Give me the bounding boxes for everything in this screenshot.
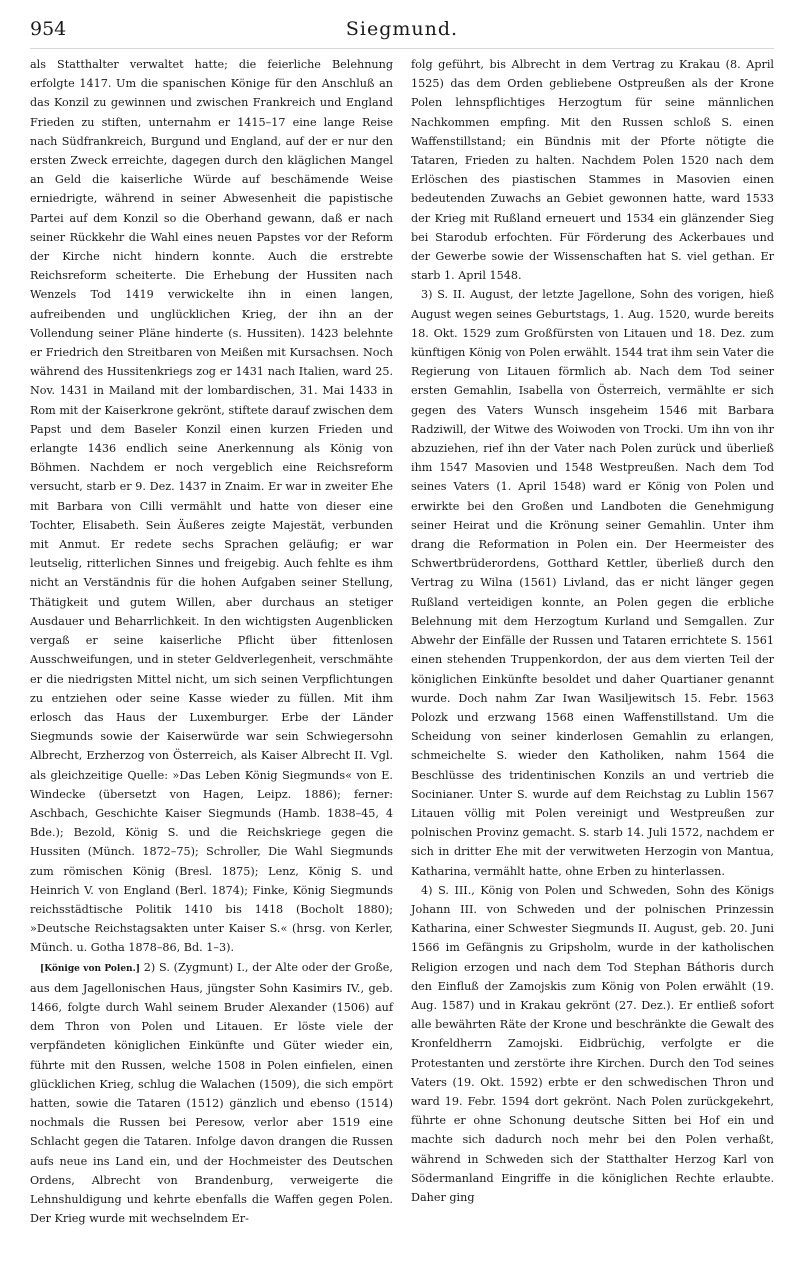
entry-siegmund-2 — [30, 958, 393, 1229]
sidenote-koenige-von-polen: [Könige von Polen.] — [40, 963, 140, 974]
entry-siegmund-1-continued: als Statthalter verwaltet hatte; die feierliche Belehnung erfolgte 1417. Um die spanischen Könige für den Anschluß an das Konzil zu gewinnen und zwischen Frankreich und England Frieden zu stiften, unternahm er 1415–17 eine lange Reise nach Südfrankreich, Burgund und England, auf der er nur den ersten Zweck erreichte, dagegen durch den kläglichen Mangel an Geld die kaiserliche Würde auf beschämende Weise erniedrigte, während in seiner Abwesenheit die papistische Partei auf dem Konzil so die Oberhand gewann, daß er nach seiner Rückkehr die Wahl eines neuen Papstes vor der Reform der Kirche nicht hindern konnte. Auch die erstrebte Reichsreform scheiterte. Die Erhebung der Hussiten nach Wenzels Tod 1419 verwickelte ihn in einen langen, aufreibenden und unglücklichen Krieg, der ihn an der Vollendung seiner Pläne hinderte (s. Hussiten). 1423 belehnte er Friedrich den Streitbaren von Meißen mit Kursachsen. Noch während des Hussitenkriegs zog er 1431 nach Italien, ward 25. Nov. 1431 in Mailand mit der lombardischen, 31. Mai 1433 in Rom mit der Kaiserkrone gekrönt, stiftete darauf zwischen dem Papst und dem Baseler Konzil einen kurzen Frieden und erlangte 1436 endlich seine Anerkennung als König von Böhmen. Nachdem er noch vergeblich eine Reichsreform versucht, starb er 9. Dez. 1437 in Znaim. Er war in zweiter Ehe mit Barbara von Cilli vermählt und hatte von dieser eine Tochter, Elisabeth. Sein Äußeres zeigte Majestät, verbunden mit Anmut. Er redete sechs Sprachen geläufig; er war leutselig, ritterlichen Sinnes und freigebig. Auch fehlte es ihm nicht an Verständnis für die hohen Aufgaben seiner Stellung, Thätigkeit und gutem Willen, aber durchaus an stetiger Ausdauer und Beharrlichkeit. In den wichtigsten Augenblicken vergaß er seine kaiserliche Pflicht über fittenlosen Ausschweifungen, und in steter Geldverlegenheit, verschmähte er die niedrigsten Mittel nicht, um sich seinen Verpflichtungen zu entziehen oder seine Kasse wieder zu füllen. Mit ihm erlosch das Haus der Luxemburger. Erbe der Länder Siegmunds sowie der Kaiserwürde war sein Schwiegersohn Albrecht, Erzherzog von Österreich, als Kaiser Albrecht II. Vgl. als gleichzeitige Quelle: »Das Leben König Siegmunds« von E. Windecke (übersetzt von Hagen, Leipz. 1886); ferner: Aschbach, Geschichte Kaiser Siegmunds (Hamb. 1838–45, 4 Bde.); Bezold, König S. und die Reichskriege gegen die Hussiten (Münch. 1872–75); Schroller, Die Wahl Siegmunds zum römischen König (Bresl. 1875); Lenz, König S. und Heinrich V. von England (Berl. 1874); Finke, König Siegmunds reichsstädtische Politik 1410 bis 1418 (Bocholt 1880); »Deutsche Reichstagsakten unter Kaiser S.« (hrsg. von Kerler, Münch. u. Gotha 1878–86, Bd. 1–3). — [30, 58, 393, 955]
left-column — [30, 55, 393, 1228]
entry-siegmund-2-text: 2) S. (Zygmunt) I., der Alte oder der Große, aus dem Jagellonischen Haus, jüngster Sohn Kasimirs IV., geb. 1466, folgte durch Wahl seinem Bruder Alexander (1506) auf dem Thron von Polen und Litauen. Er löste viele der verpfändeten königlichen Einkünfte und Güter wieder ein, führte mit den Russen, welche 1508 in Polen einfielen, einen glücklichen Krieg, schlug die Walachen (1509), die sich empört hatten, sowie die Tataren (1512) gänzlich und ebenso (1514) nochmals die Russen bei Peresow, verlor aber 1519 eine Schlacht gegen die Tataren. Infolge davon drangen die Russen aufs neue ins Land ein, und der Hochmeister des Deutschen Ordens, Albrecht von Brandenburg, verweigerte die Lehnshuldigung und kehrte ebenfalls die Waffen gegen Polen. Der Krieg wurde mit wechselndem Er- — [30, 960, 393, 1226]
entry-siegmund-2-continued: folg geführt, bis Albrecht in dem Vertrag zu Krakau (8. April 1525) das dem Orden gebliebene Ostpreußen als der Krone Polen lehnspflichtiges Herzogtum für seine männlichen Nachkommen empfing. Mit den Russen schloß S. einen Waffenstillstand; ein Bündnis mit der Pforte nötigte die Tataren, Frieden zu halten. Nachdem Polen 1520 nach dem Erlöschen des piastischen Stammes in Masovien einen bedeutenden Zuwachs an Gebiet gewonnen hatte, ward 1533 der Krieg mit Rußland erneuert und 1534 ein glänzender Sieg bei Starodub erfochten. Für Förderung des Ackerbaues und der Gewerbe sowie der Wissenschaften hat S. viel gethan. Er starb 1. April 1548. — [411, 58, 774, 283]
right-column — [411, 55, 774, 1228]
text-columns — [30, 55, 774, 1228]
entry-siegmund-3: 3) S. II. August, der letzte Jagellone, Sohn des vorigen, hieß August wegen seines Geburtstags, 1. Aug. 1520, wurde bereits 18. Okt. 1529 zum Großfürsten von Litauen und 18. Dez. zum künftigen König von Polen erwählt. 1544 trat ihm sein Vater die Regierung von Litauen förmlich ab. Nach dem Tod seiner ersten Gemahlin, Isabella von Österreich, vermählte er sich gegen des Vaters Wunsch insgeheim 1546 mit Barbara Radziwill, der Witwe des Woiwoden von Trocki. Um ihn von ihr abzuziehen, rief ihn der Vater nach Polen zurück und überließ ihm 1547 Masovien und 1548 Westpreußen. Nach dem Tod seines Vaters (1. April 1548) ward er König von Polen und erwirkte bei den Großen und Landboten die Genehmigung seiner Heirat und die Krönung seiner Gemahlin. Unter ihm drang die Reformation in Polen ein. Der Heermeister des Schwertbrüderordens, Gotthard Kettler, überließ durch den Vertrag zu Wilna (1561) Livland, das er nicht länger gegen Rußland verteidigen konnte, an Polen gegen die erbliche Belehnung mit dem Herzogtum Kurland und Semgallen. Zur Abwehr der Einfälle der Russen und Tataren errichtete S. 1561 einen stehenden Truppenkordon, der aus dem vierten Teil der königlichen Einkünfte besoldet und daher Quartianer genannt wurde. Doch nahm Zar Iwan Wasiljewitsch 15. Febr. 1563 Polozk und erzwang 1568 einen Waffenstillstand. Um die Scheidung von seiner kinderlosen Gemahlin zu erlangen, schmeichelte S. wieder den Katholiken, nahm 1564 die Beschlüsse des tridentinischen Konzils an und vertrieb die Socinianer. Unter S. wurde auf dem Reichstag zu Lublin 1567 Litauen völlig mit Polen vereinigt und Westpreußen zur polnischen Provinz gemacht. S. starb 14. Juli 1572, nachdem er sich in dritter Ehe mit der verwitweten Herzogin von Mantua, Katharina, vermählt hatte, ohne Erben zu hinterlassen. — [411, 288, 774, 878]
page-number: 954 — [30, 18, 67, 40]
page-header — [30, 18, 774, 49]
entry-siegmund-4: 4) S. III., König von Polen und Schweden, Sohn des Königs Johann III. von Schweden und der polnischen Prinzessin Katharina, einer Schwester Siegmunds II. August, geb. 20. Juni 1566 im Gefängnis zu Gripsholm, wurde in der katholischen Religion erzogen und nach dem Tod Stephan Báthoris durch den Einfluß der Zamojskis zum König von Polen erwählt (19. Aug. 1587) und in Krakau gekrönt (27. Dez.). Er entließ sofort alle bewährten Räte der Krone und beschränkte die Gewalt des Kronfeldherrn Zamojski. Eidbrüchig, verfolgte er die Protestanten und zerstörte ihre Kirchen. Durch den Tod seines Vaters (19. Okt. 1592) erbte er den schwedischen Thron und ward 19. Febr. 1594 dort gekrönt. Nach Polen zurückgekehrt, führte er ohne Schonung deutsche Sitten bei Hof ein und machte sich dadurch noch mehr bei den Polen verhaßt, während in Schweden sich der Statthalter Herzog Karl von Södermanland Eingriffe in die königlichen Rechte erlaubte. Daher ging — [411, 883, 774, 1204]
running-head: Siegmund. — [345, 18, 459, 40]
